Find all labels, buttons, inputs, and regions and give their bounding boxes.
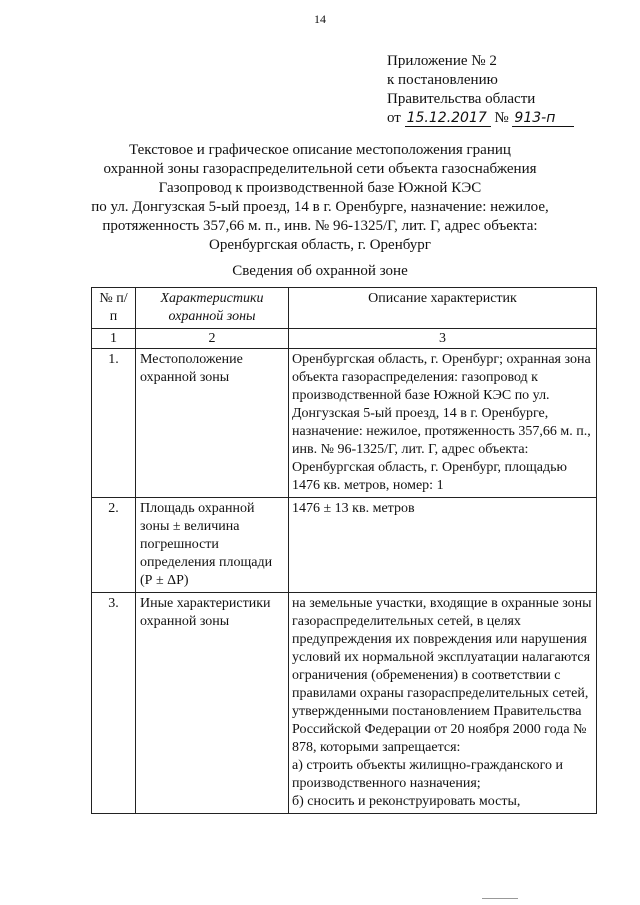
row-description: Оренбургская область, г. Оренбург; охранная зона объекта газораспределения: газопровод к производственной базе Южной КЭС по ул. Донгузская 5-ый проезд, 14 в г. Оренбурге, назначение: нежилое, протяженность 357,66 м. п., инв. № 96-1325/Г, лит. Г, адрес объекта: Оренбургская область, г. Оренбург, площадью 1476 кв. метров, номер: 1 [289, 349, 597, 498]
title-line-1: Текстовое и графическое описание местоположения границ [129, 142, 511, 158]
row-description: 1476 ± 13 кв. метров [289, 498, 597, 593]
column-number-row [92, 329, 597, 349]
table-row [92, 498, 597, 593]
section-title: Сведения об охранной зоне [232, 263, 408, 279]
appendix-line-2: к постановлению [387, 72, 498, 88]
protection-zone-table [91, 287, 597, 814]
appendix-line-3: Правительства области [387, 91, 536, 107]
table-row [92, 349, 597, 498]
page-number: 14 [314, 12, 326, 26]
header-description: Описание характеристик [289, 288, 597, 329]
row-description: на земельные участки, входящие в охранные зоны газораспределительных сетей, в целях предупреждения их повреждения или нарушения условий их нормальной эксплуатации налагаются ограничения (обременения) в соответствии с правилами охраны газораспределительных сетей, утвержденными постановлением Правительства Российской Федерации от 20 ноября 2000 года № 878, которыми запрещается: [292, 596, 592, 755]
row-characteristic: Площадь охранной зоны ± величина погрешности определения площади (Р ± ΔР) [136, 498, 289, 593]
handwritten-date: 15.12.2017 [405, 111, 491, 127]
handwritten-number: 913-п [512, 111, 574, 127]
row-number: 3. [92, 593, 136, 814]
appendix-line-1: Приложение № 2 [387, 53, 497, 69]
table-row [92, 593, 597, 814]
number-label: № [494, 110, 509, 126]
header-characteristic: Характеристики охранной зоны [136, 288, 289, 329]
row-characteristic: Местоположение охранной зоны [136, 349, 289, 498]
restriction-item-a: а) строить объекты жилищно-гражданского и производственного назначения; [292, 758, 563, 791]
appendix-date-line [387, 109, 574, 128]
title-line-6: Оренбургская область, г. Оренбург [209, 237, 431, 253]
from-label: от [387, 110, 401, 126]
row-number: 1. [92, 349, 136, 498]
appendix-block [387, 52, 574, 128]
column-number: 3 [289, 329, 597, 349]
column-number: 1 [92, 329, 136, 349]
row-number: 2. [92, 498, 136, 593]
title-line-2: охранной зоны газораспределительной сети объекта газоснабжения [103, 161, 537, 177]
title-line-4: по ул. Донгузская 5-ый проезд, 14 в г. Оренбурге, назначение: нежилое, [91, 199, 549, 215]
title-line-5: протяженность 357,66 м. п., инв. № 96-1325/Г, лит. Г, адрес объекта: [102, 218, 538, 234]
row-description-block [289, 593, 597, 814]
restriction-item-b: б) сносить и реконструировать мосты, [292, 794, 521, 809]
table-header-row [92, 288, 597, 329]
column-number: 2 [136, 329, 289, 349]
header-number: № п/п [92, 288, 136, 329]
row-characteristic: Иные характеристики охранной зоны [136, 593, 289, 814]
page-footer-rule [482, 898, 518, 899]
document-title [80, 141, 560, 255]
title-line-3: Газопровод к производственной базе Южной КЭС [158, 180, 482, 196]
